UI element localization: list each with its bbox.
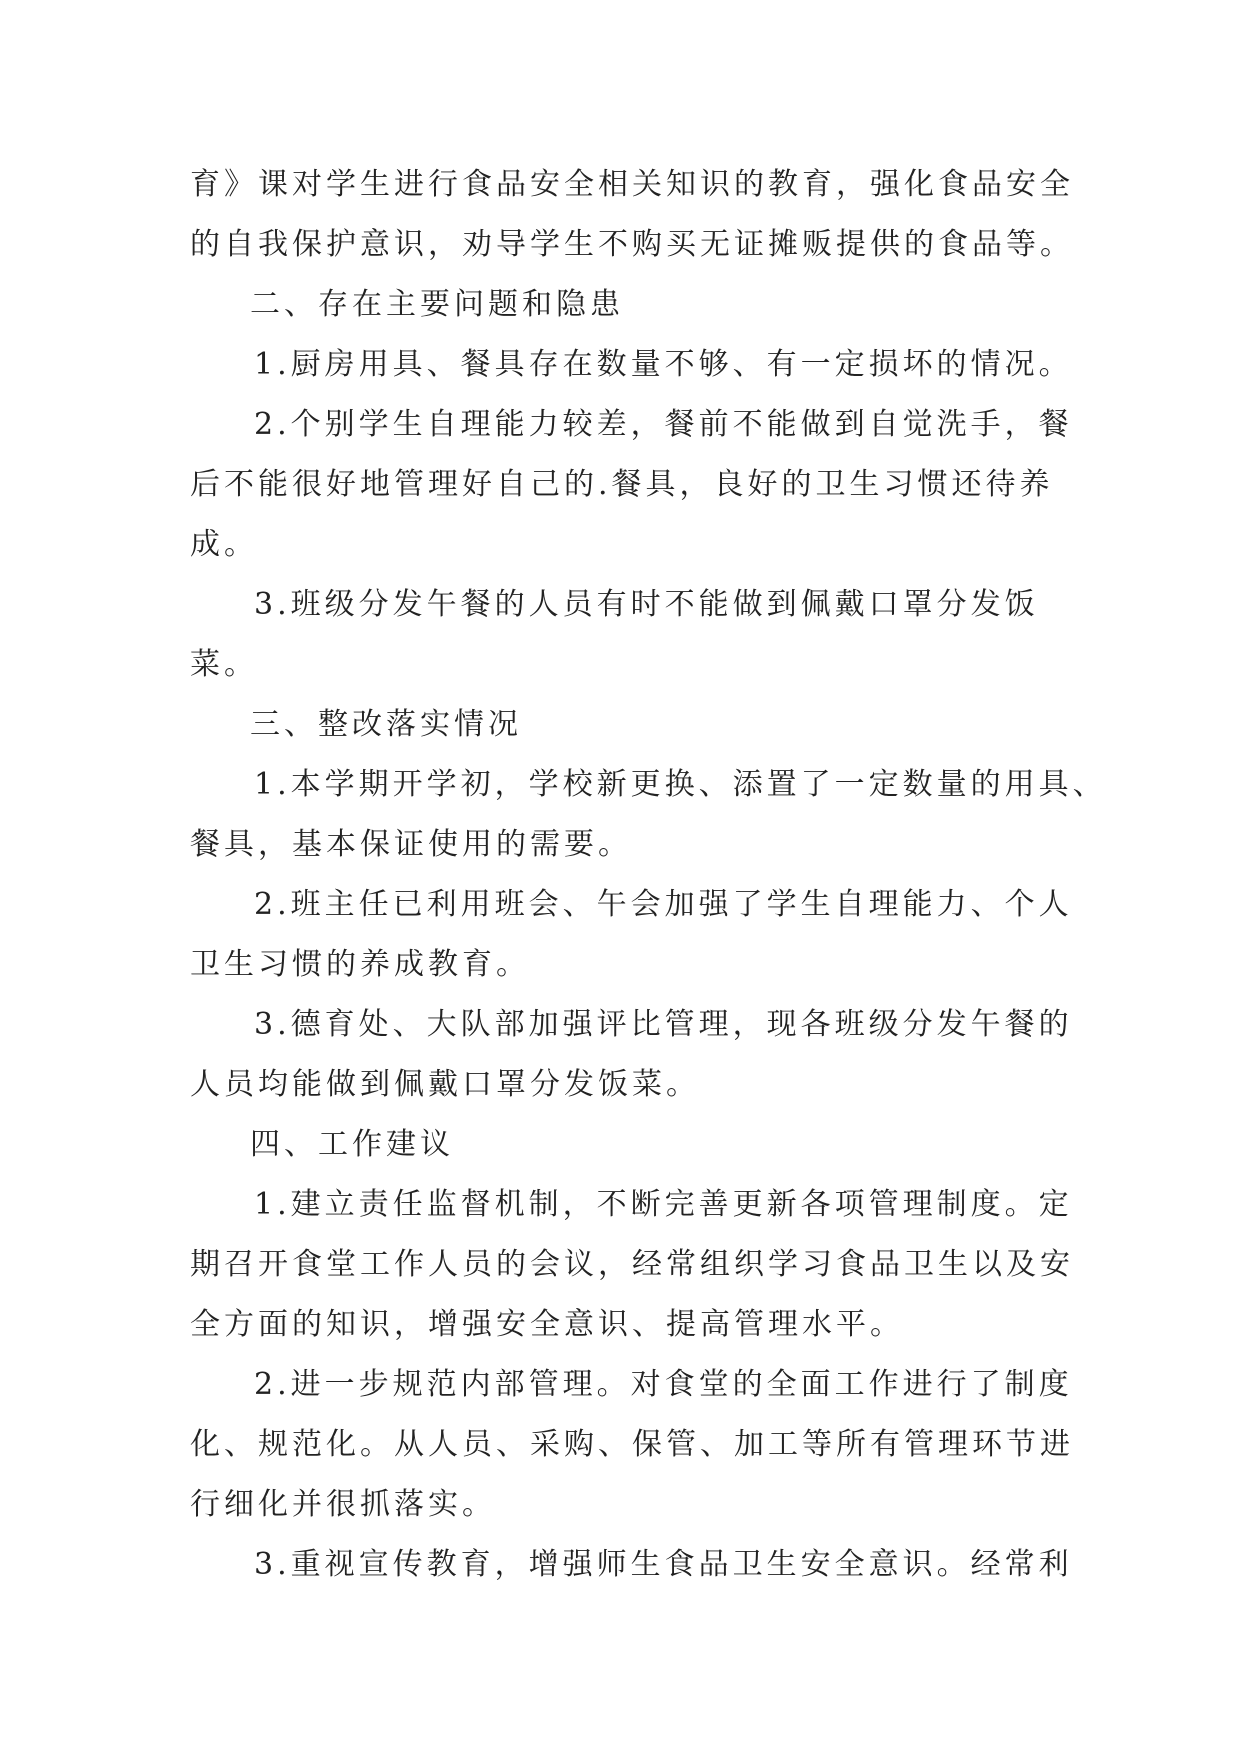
list-item: 1.建立责任监督机制，不断完善更新各项管理制度。定: [254, 1187, 1073, 1222]
list-item: 1.本学期开学初，学校新更换、添置了一定数量的用具、: [254, 767, 1107, 802]
paragraph-line: 的自我保护意识，劝导学生不购买无证摊贩提供的食品等。: [190, 227, 1074, 262]
paragraph-line: 菜。: [190, 647, 258, 682]
paragraph-line: 行细化并很抓落实。: [190, 1487, 496, 1522]
section-heading: 二、存在主要问题和隐患: [250, 287, 624, 322]
paragraph-line: 全方面的知识，增强安全意识、提高管理水平。: [190, 1307, 904, 1342]
paragraph-line: 化、规范化。从人员、采购、保管、加工等所有管理环节进: [190, 1427, 1074, 1462]
list-item: 2.班主任已利用班会、午会加强了学生自理能力、个人: [254, 887, 1073, 922]
list-item: 3.班级分发午餐的人员有时不能做到佩戴口罩分发饭: [254, 587, 1039, 622]
list-item: 3.重视宣传教育，增强师生食品卫生安全意识。经常利: [254, 1547, 1073, 1582]
paragraph-line: 期召开食堂工作人员的会议，经常组织学习食品卫生以及安: [190, 1247, 1074, 1282]
section-heading: 四、工作建议: [250, 1127, 454, 1162]
section-heading: 三、整改落实情况: [250, 707, 522, 742]
paragraph-line: 成。: [190, 527, 258, 562]
paragraph-line: 人员均能做到佩戴口罩分发饭菜。: [190, 1067, 700, 1102]
paragraph-line: 卫生习惯的养成教育。: [190, 947, 530, 982]
document-body: [190, 155, 1107, 1595]
paragraph-line: 育》课对学生进行食品安全相关知识的教育，强化食品安全: [190, 167, 1074, 202]
list-item: 3.德育处、大队部加强评比管理，现各班级分发午餐的: [254, 1007, 1073, 1042]
list-item: 2.个别学生自理能力较差，餐前不能做到自觉洗手，餐: [254, 407, 1073, 442]
list-item: 1.厨房用具、餐具存在数量不够、有一定损坏的情况。: [254, 347, 1073, 382]
paragraph-line: 餐具，基本保证使用的需要。: [190, 827, 632, 862]
list-item: 2.进一步规范内部管理。对食堂的全面工作进行了制度: [254, 1367, 1073, 1402]
paragraph-line: 后不能很好地管理好自己的.餐具，良好的卫生习惯还待养: [190, 467, 1054, 502]
